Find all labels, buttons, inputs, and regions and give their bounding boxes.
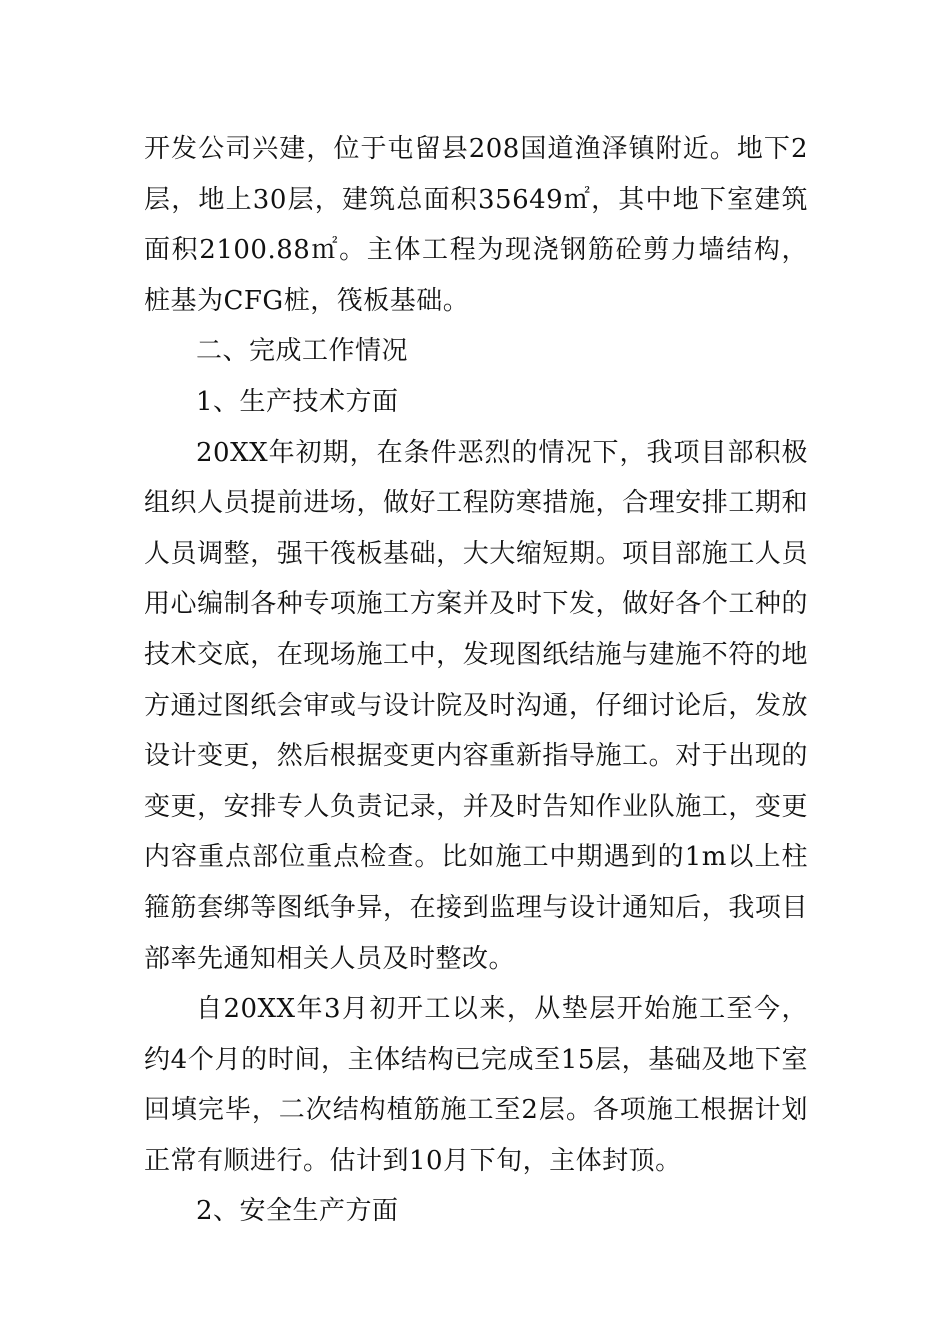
paragraph-project-overview: 开发公司兴建，位于屯留县208国道渔泽镇附近。地下2层，地上30层，建筑总面积35649㎡，其中地下室建筑面积2100.88㎡。主体工程为现浇钢筋砼剪力墙结构，桩基为CFG桩，筏板基础。 [144,134,808,316]
heading-production-technology: 1、生产技术方面 [196,386,399,417]
document-body [144,124,808,1237]
paragraph-technology-details: 20XX年初期，在条件恶烈的情况下，我项目部积极组织人员提前进场，做好工程防寒措施，合理安排工期和人员调整，强干筏板基础，大大缩短期。项目部施工人员用心编制各种专项施工方案并及时下发，做好各个工种的技术交底，在现场施工中，发现图纸结施与建施不符的地方通过图纸会审或与设计院及时沟通，仔细讨论后，发放设计变更，然后根据变更内容重新指导施工。对于出现的变更，安排专人负责记录，并及时告知作业队施工，变更内容重点部位重点检查。比如施工中期遇到的1m以上柱箍筋套绑等图纸争异，在接到监理与设计通知后，我项目部率先通知相关人员及时整改。 [144,437,808,974]
paragraph-construction-progress: 自20XX年3月初开工以来，从垫层开始施工至今，约4个月的时间，主体结构已完成至15层，基础及地下室回填完毕，二次结构植筋施工至2层。各项施工根据计划正常有顺进行。估计到10月下旬，主体封顶。 [144,994,808,1176]
heading-work-completed: 二、完成工作情况 [196,336,409,367]
heading-safety-production: 2、安全生产方面 [196,1196,399,1227]
